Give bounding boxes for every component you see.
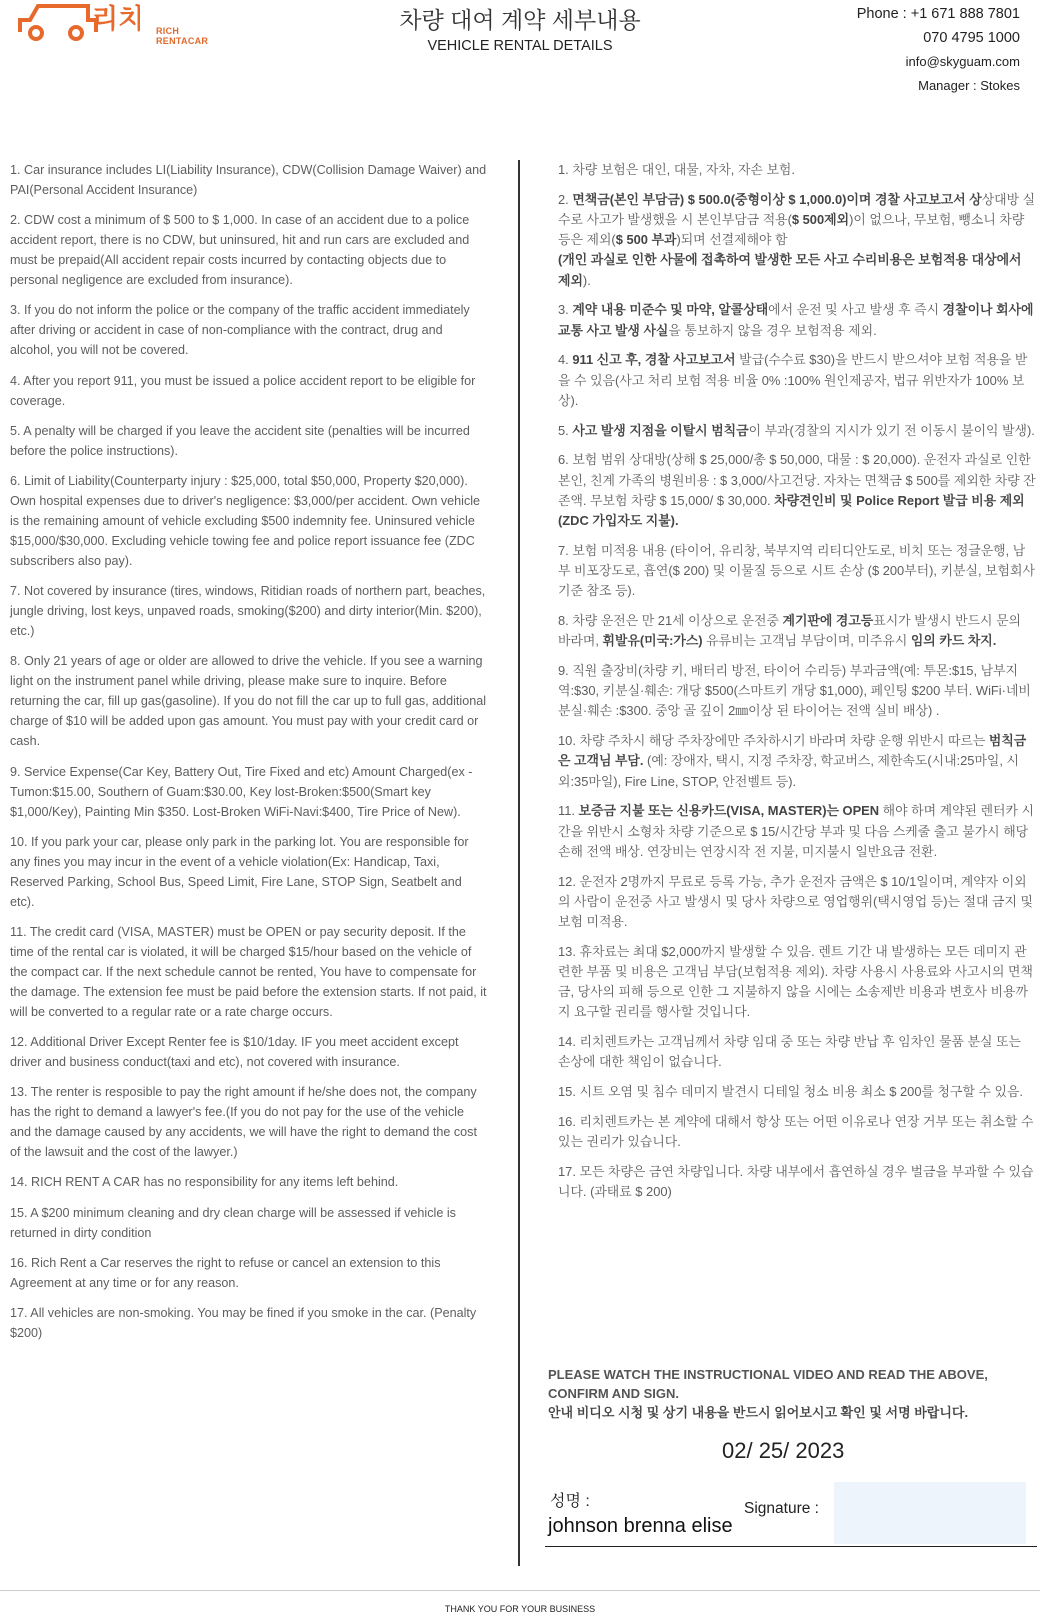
term-ko-4: 4. 911 신고 후, 경찰 사고보고서 발급(수수료 $30)을 반드시 받으셔야 보험 적용을 받을 수 있음(사고 처리 보험 적용 비율 0% :100% 원인제공자, 법규 위반자가 100% 보상).	[558, 352, 1028, 408]
term-ko-7: 7. 보험 미적용 내용 (타이어, 유리창, 북부지역 리티디안도로, 비치 또는 정글운행, 남부 비포장도로, 흡연($ 200) 및 이물질 등으로 시트 손상 ($ 200부터), 키분실, 보험회사 기준 참조 등).	[558, 542, 1035, 599]
title-korean: 차량 대여 계약 세부내용	[399, 7, 641, 33]
signature-line	[545, 1546, 1037, 1547]
term-en-12: 12. Additional Driver Except Renter fee is $10/1day. IF you meet accident except driver and business conduct(taxi and etc), not covered with insurance.	[10, 1035, 459, 1070]
term-en-8: 8. Only 21 years of age or older are allowed to drive the vehicle. If you see a warning light on the instrument panel while driving, please make sure to inquire. Before returning the car, fill up gas(gasoline). If you do not fill the car up to full gas, additional charge of $10 will be added upon gas amount. You must pay with your credit card or cash.	[10, 654, 487, 749]
term-en-10: 10. If you park your car, please only park in the parking lot. You are responsible for any fines you may incur in the event of a vehicle violation(Ex: Handicap, Taxi, Reserved Parking, School Bus, Speed Limit, Fire Lane, STOP Sign, Seatbelt and etc).	[10, 834, 469, 909]
term-ko-9: 9. 직원 출장비(차량 키, 배터리 방전, 타이어 수리등) 부과금액(예: 투몬:$15, 남부지역:$30, 키분실·훼손: 개당 $500(스마트키 개당 $1,000), 페인팅 $200 부터. WiFi·네비 분실·훼손 :$300. 중앙 골 깊이 2㎜이상 된 타이어는 전액 실비 배상) .	[558, 663, 1031, 719]
contact-info	[857, 3, 1020, 97]
term-en-4: 4. After you report 911, you must be issued a police accident report to be eligible for coverage.	[10, 373, 476, 408]
term-en-15: 15. A $200 minimum cleaning and dry clean charge will be assessed if vehicle is returned in dirty condition	[10, 1205, 456, 1240]
term-en-13: 13. The renter is resposible to pay the right amount if he/she does not, the company has the right to demand a lawyer's fee.(If you do not pay for the use of the vehicle and the damage caused by any accidents, we will have the right to demand the cost of the lawsuit and the cost of the lawyer.)	[10, 1085, 477, 1160]
term-en-3: 3. If you do not inform the police or the company of the traffic accident immediately after driving or accident in case of non-compliance with the contract, drug and alcohol, you will not be covered.	[10, 303, 470, 358]
term-ko-5: 5. 사고 발생 지점을 이탈시 범칙금이 부과(경찰의 지시가 있기 전 이동시 불이익 발생).	[558, 422, 1035, 438]
term-en-7: 7. Not covered by insurance (tires, windows, Ritidian roads of northern part, beaches, jungle driving, lost keys, unpaved roads, smoking($200) and dirty interior(Min. $200), etc.)	[10, 584, 486, 639]
english-terms	[10, 160, 488, 1353]
sign-notice	[548, 1365, 1018, 1422]
term-ko-11: 11. 보증금 지불 또는 신용카드(VISA, MASTER)는 OPEN 해야 하며 계약된 렌터카 시간을 위반시 소형차 차량 기준으로 $ 15/시간당 부과 및 다음 스케줄 출고 불가시 해당 손해 전액 배상. 연장비는 연장시작 전 지불, 미지불시 일반요금 전환.	[558, 803, 1034, 859]
term-ko-10: 10. 차량 주차시 해당 주차장에만 주차하시기 바라며 차량 운행 위반시 따르는 범칙금은 고객님 부담. (예: 장애자, 택시, 지정 주차장, 학교버스, 제한속도(시내:25마일, 시외:35마일), Fire Line, STOP, 안전벨트 등).	[558, 733, 1027, 789]
notice-korean: 안내 비디오 시청 및 상기 내용을 반드시 읽어보시고 확인 및 서명 바랍니다.	[548, 1405, 969, 1420]
column-divider	[518, 160, 520, 1566]
car-logo-icon	[16, 0, 140, 44]
term-en-1: 1. Car insurance includes LI(Liability Insurance), CDW(Collision Damage Waiver) and PAI(Personal Accident Insurance)	[10, 163, 487, 197]
name-label: 성명 :	[550, 1493, 590, 1510]
contract-date: 02/ 25/ 2023	[722, 1438, 845, 1463]
term-ko-13: 13. 휴차료는 최대 $2,000까지 발생할 수 있음. 렌트 기간 내 발생하는 모든 데미지 관련한 부품 및 비용은 고객님 부담(보험적용 제외). 차량 사용시 사용료와 사고시의 면책금, 당사의 피해 등으로 인한 그 지불하지 않을 시에는 소송제반 비용과 변호사 비용까지 요구할 권리를 행사할 것입니다.	[558, 943, 1033, 1020]
signature-label: Signature :	[744, 1500, 819, 1517]
logo-text: 리치	[92, 4, 140, 35]
company-logo	[16, 0, 226, 48]
term-ko-17: 17. 모든 차량은 금연 차량입니다. 차량 내부에서 흡연하실 경우 벌금을 부과할 수 있습니다. (과태료 $ 200)	[558, 1164, 1034, 1200]
signature-field[interactable]	[834, 1482, 1026, 1544]
term-en-16: 16. Rich Rent a Car reserves the right to refuse or cancel an extension to this Agreement at any time or for any reason.	[10, 1255, 441, 1290]
title-english: VEHICLE RENTAL DETAILS	[427, 38, 613, 54]
logo-subtitle: RICH RENTACAR	[156, 26, 209, 46]
term-ko-15: 15. 시트 오염 및 침수 데미지 발견시 디테일 청소 비용 최소 $ 200를 청구할 수 있음.	[558, 1084, 1024, 1100]
term-en-2: 2. CDW cost a minimum of $ 500 to $ 1,000. In case of an accident due to a police accident report, there is no CDW, but uninsured, hit and run cars are excluded and must be prepaid(All accident repair costs incurred by contacting objects due to personal negligence are excluded from insurance).	[10, 213, 470, 288]
term-ko-8: 8. 차량 운전은 만 21세 이상으로 운전중 계기판에 경고등표시가 발생시 반드시 문의 바라며, 휘발유(미국:가스) 유류비는 고객님 부담이며, 미주유시 임의 카드 차지.	[558, 613, 1021, 649]
phone-secondary: 070 4795 1000	[923, 29, 1020, 46]
term-ko-1: 1. 차량 보험은 대인, 대물, 자차, 자손 보험.	[558, 162, 795, 177]
phone: Phone : +1 671 888 7801	[856, 6, 1020, 22]
term-ko-14: 14. 리치렌트카는 고객님께서 차량 임대 중 또는 차량 반납 후 임차인 물품 분실 또는 손상에 대한 책임이 없습니다.	[558, 1034, 1021, 1070]
term-ko-16: 16. 리치렌트카는 본 계약에 대해서 항상 또는 어떤 이유로나 연장 거부 또는 취소할 수 있는 권리가 있습니다.	[558, 1114, 1034, 1150]
term-ko-12: 12. 운전자 2명까지 무료로 등록 가능, 추가 운전자 금액은 $ 10/1일이며, 계약자 이외의 사람이 운전중 사고 발생시 및 당사 차량으로 영업행위(택시영업 등)는 절대 금지 및 보험 미적용.	[558, 873, 1033, 930]
term-ko-3: 3. 계약 내용 미준수 및 마약, 알콜상태에서 운전 및 사고 발생 후 즉시 경찰이나 회사에 교통 사고 발생 사실을 통보하지 않을 경우 보험적용 제외.	[558, 302, 1034, 338]
email: info@skyguam.com	[905, 54, 1020, 69]
term-en-17: 17. All vehicles are non-smoking. You may be fined if you smoke in the car. (Penalty $200)	[10, 1306, 477, 1340]
term-en-6: 6. Limit of Liability(Counterparty injury : $25,000, total $50,000, Property $20,000). Own hospital expenses due to driver's negligence: $3,000/per accident. Own vehicle is the remaining amount of vehicle excluding $500 indemnity fee. Uninsured vehicle $15,000/$30,000. Excluding vehicle towing fee and police report issuance fee (ZDC subscribers also pay).	[10, 473, 481, 568]
footer-rule	[0, 1590, 1040, 1591]
renter-name: johnson brenna elise	[548, 1515, 733, 1537]
term-en-11: 11. The credit card (VISA, MASTER) must be OPEN or pay security deposit. If the time of the rental car is violated, it will be charged $15/hour based on the vehicle of the compact car. If the next schedule cannot be rented, You have to compensate for the damage. The extension fee must be paid before the extension starts. If not paid, it will be converted to a regular rate or a rate charge occurs.	[10, 924, 487, 1019]
term-en-5: 5. A penalty will be charged if you leave the accident site (penalties will be incurred before the police instructions).	[10, 423, 470, 458]
term-ko-6: 6. 보험 범위 상대방(상해 $ 25,000/총 $ 50,000, 대물 : $ 20,000). 운전자 과실로 인한 본인, 친계 가족의 병원비용 : $ 3,000/사고건당. 자차는 면책금 $ 500를 제외한 차량 잔존액. 무보험 차량 $ 15,000/ $ 30,000. 차량견인비 및 Police Report 발급 비용 제외 (ZDC 가입자도 지불).	[558, 452, 1036, 529]
manager: Manager : Stokes	[918, 77, 1020, 93]
term-en-9: 9. Service Expense(Car Key, Battery Out, Tire Fixed and etc) Amount Charged(ex -Tumon:$15.00, Southern of Guam:$30.00, Key lost-Broken:$500(Smart key $1,000/Key), Painting Min $350. Lost-Broken WiFi-Navi:$400, Tire Price of New).	[10, 764, 473, 819]
footer-thanks: THANK YOU FOR YOUR BUSINESS	[444, 1604, 596, 1614]
notice-english: PLEASE WATCH THE INSTRUCTIONAL VIDEO AND READ THE ABOVE, CONFIRM AND SIGN.	[548, 1367, 988, 1401]
term-ko-2: 2. 면책금(본인 부담금) $ 500.0(중형이상 $ 1,000.0)이며 경찰 사고보고서 상상대방 실수로 사고가 발생했을 시 본인부담금 적용($ 500제외)이 없으나, 무보험, 뺑소니 차량 등은 제외($ 500 부과)되며 선결제해야 함 (개인 과실로 인한 사물에 접촉하여 발생한 모든 사고 수리비용은 보험적용 대상에서 제외).	[558, 191, 1036, 288]
term-en-14: 14. RICH RENT A CAR has no responsibility for any items left behind.	[10, 1175, 399, 1190]
korean-terms	[558, 160, 1036, 1212]
